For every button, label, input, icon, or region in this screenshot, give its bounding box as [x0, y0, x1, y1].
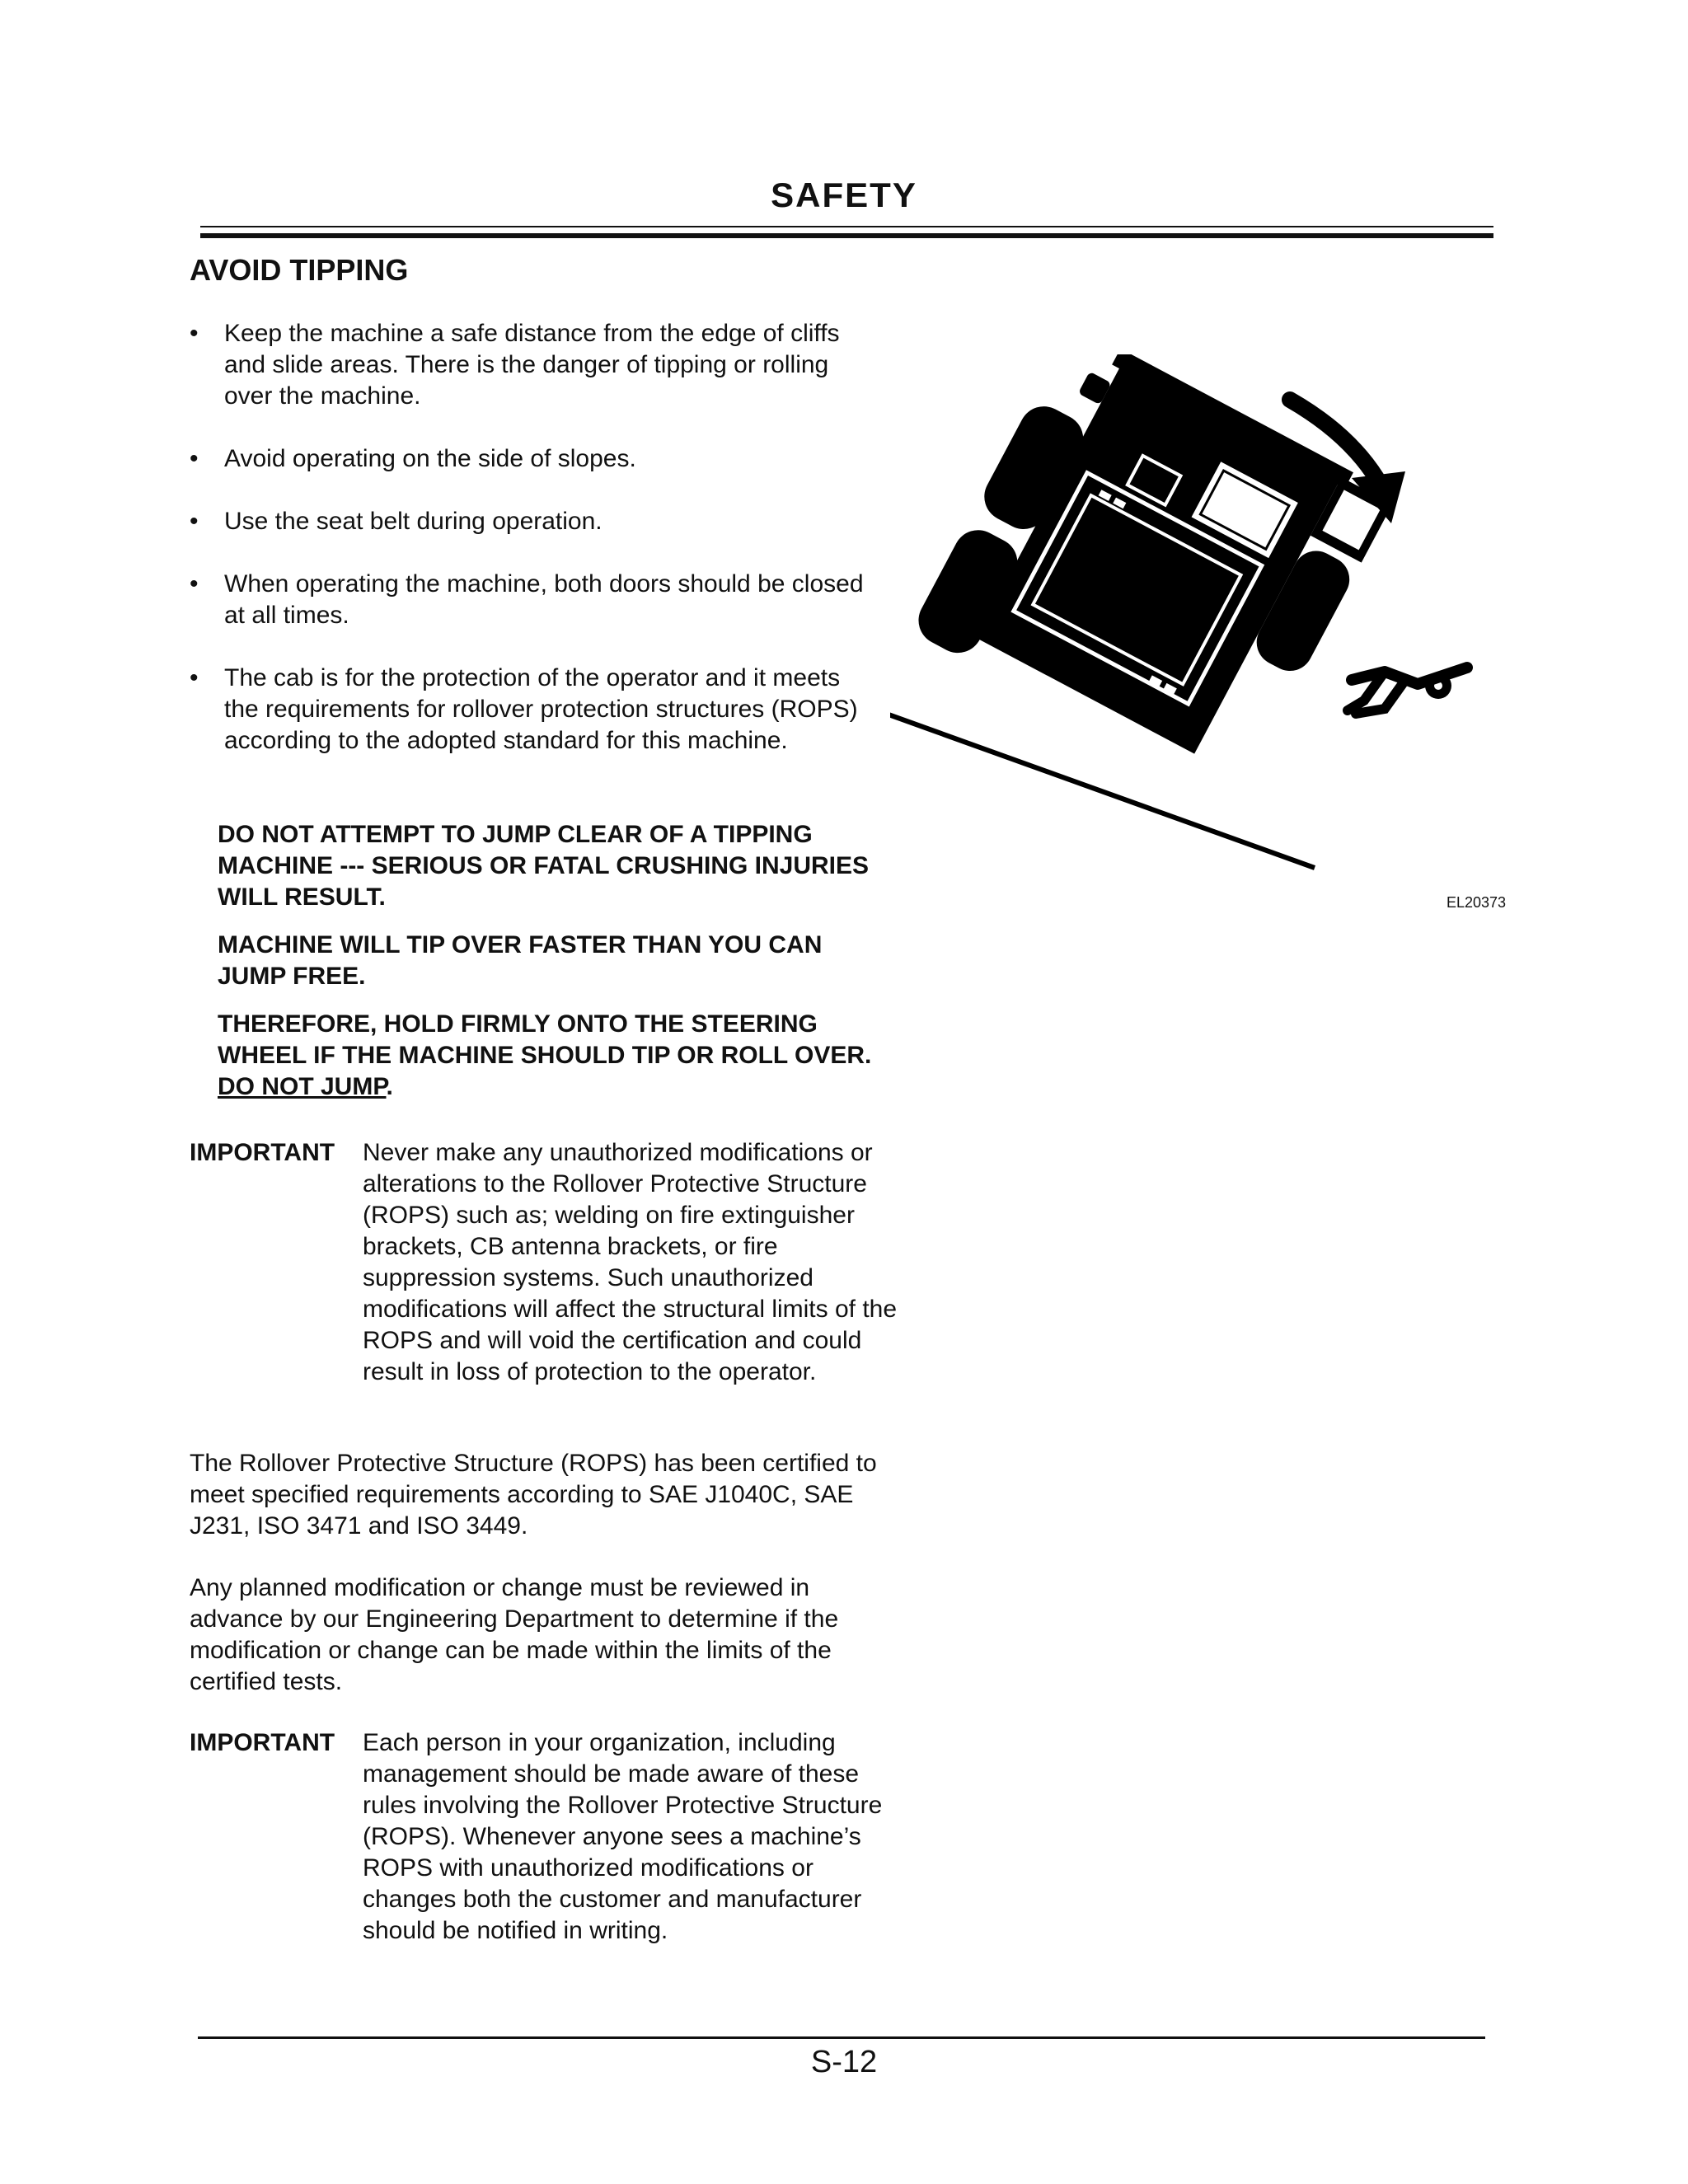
important-label: IMPORTANT	[190, 1139, 335, 1166]
warning-3-prefix: THEREFORE, HOLD FIRMLY ONTO THE STEERING WHEEL IF THE MACHINE SHOULD TIP OR ROLL OVER.	[218, 1010, 872, 1069]
header-rule-thin	[200, 226, 1493, 227]
modification-review-paragraph: Any planned modification or change must be reviewed in advance by our Engineering Department to determine if the modification or change can be made within the limits of the certified tests.	[190, 1574, 839, 1695]
bullet-item: • When operating the machine, both doors should be closed at all times.	[190, 569, 865, 631]
warning-3-emphasis: DO NOT JUMP	[218, 1073, 387, 1100]
important-text: Never make any unauthorized modifications or alterations to the Rollover Protective Structure (ROPS) such as; welding on fire extinguisher brackets, CB antenna brackets, or fire suppression systems. Such unauthorized modifications will affect the structural limits of the ROPS and will void the certification and could result in loss of protection to the operator.	[363, 1139, 898, 1385]
important-note-2	[190, 1727, 898, 1947]
bullet-list	[190, 318, 865, 788]
warning-1: DO NOT ATTEMPT TO JUMP CLEAR OF A TIPPING MACHINE --- SERIOUS OR FATAL CRUSHING INJURIES WILL RESULT.	[218, 821, 870, 911]
section-title: AVOID TIPPING	[190, 253, 409, 287]
warning-3-suffix: .	[386, 1073, 393, 1100]
figure-code: EL20373	[1447, 894, 1507, 911]
page-title: SAFETY	[771, 176, 917, 214]
tipping-machine-illustration	[890, 354, 1500, 890]
warning-2: MACHINE WILL TIP OVER FASTER THAN YOU CAN JUMP FREE.	[218, 931, 823, 990]
bullet-item: • Avoid operating on the side of slopes.	[190, 443, 865, 475]
warning-block	[218, 819, 877, 1119]
rops-certification-paragraph: The Rollover Protective Structure (ROPS) has been certified to meet specified requirements according to SAE J1040C, SAE J231, ISO 3471 and ISO 3449.	[190, 1450, 877, 1540]
slope-ground-line	[890, 715, 1315, 868]
important-label: IMPORTANT	[190, 1729, 335, 1756]
bullet-item: • Keep the machine a safe distance from the edge of cliffs and slide areas. There is the danger of tipping or rolling over the machine.	[190, 318, 865, 412]
important-text: Each person in your organization, including management should be made aware of these rules involving the Rollover Protective Structure (ROPS). Whenever anyone sees a machine’s ROPS with unauthorized modifications or changes both the customer and manufacturer should be notified in writing.	[363, 1729, 883, 1944]
header-rule-thick	[200, 233, 1493, 238]
bullet-item: • Use the seat belt during operation.	[190, 506, 865, 537]
falling-operator-icon	[1348, 668, 1467, 714]
important-note-1	[190, 1137, 898, 1388]
footer-rule	[198, 2036, 1485, 2039]
warning-3	[218, 1009, 877, 1103]
page-number: S-12	[810, 2045, 878, 2079]
bullet-item: • The cab is for the protection of the operator and it meets the requirements for rollover protection structures (ROPS) according to the adopted standard for this machine.	[190, 663, 865, 757]
